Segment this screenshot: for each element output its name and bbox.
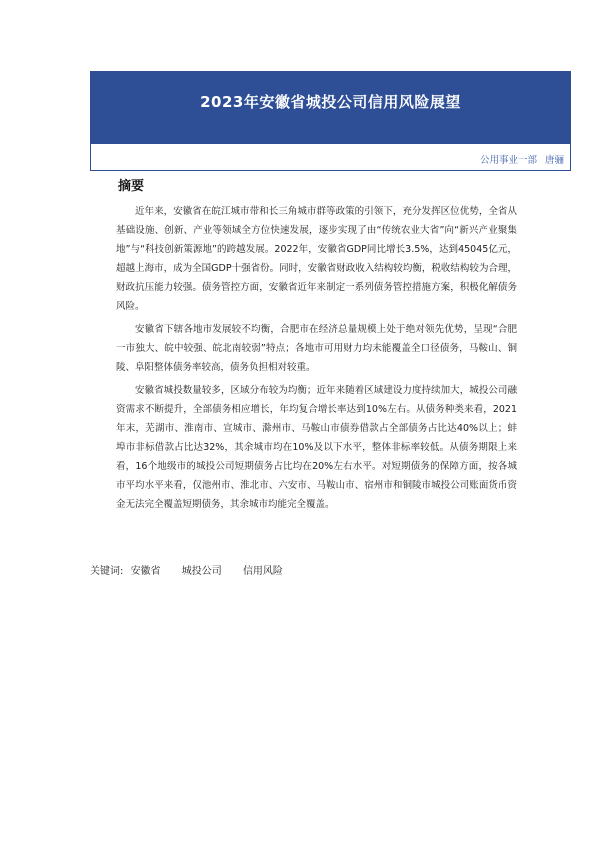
keywords-line [90,562,297,577]
keyword-item: 城投公司 [181,566,222,577]
abstract-paragraph: 近年来，安徽省在皖江城市带和长三角城市群等政策的引领下，充分发挥区位优势，全省从基础设施、创新、产业等领域全方位快速发展，逐步实现了由“传统农业大省”向“新兴产业聚集地”与“科技创新策源地”的跨越发展。2022年，安徽省GDP同比增长3.5%，达到45045亿元，超越上海市，成为全国GDP十强省份。同时，安徽省财政收入结构较均衡，税收结构较为合理，财政抗压能力较强。债务管控方面，安徽省近年来制定一系列债务管控措施方案，积极化解债务风险。 [116,206,517,312]
abstract-paragraph: 安徽省城投数量较多，区域分布较为均衡；近年来随着区域建设力度持续加大，城投公司融资需求不断提升，全部债务相应增长，年均复合增长率达到10%左右。从债务种类来看，2021年末，芜湖市、淮南市、宣城市、滁州市、马鞍山市债券借款占全部债务占比达40%以上；蚌埠市非标借款占比达32%，其余城市均在10%及以下水平，整体非标率较低。从债务期限上来看，16个地级市的城投公司短期债务占比均在20%左右水平。对短期债务的保障方面，按各城市平均水平来看，仅池州市、淮北市、六安市、马鞍山市、宿州市和铜陵市城投公司账面货币资金无法完全覆盖短期债务，其余城市均能完全覆盖。 [116,385,517,510]
author-line [480,152,564,166]
keyword-item: 信用风险 [242,566,283,577]
title-band [91,72,570,144]
keyword-item: 安徽省 [130,566,161,577]
keywords-label: 关键词: [90,566,124,577]
report-header [90,71,571,171]
abstract-body [116,202,517,518]
abstract-heading: 摘要 [118,179,145,194]
report-title: 2023年安徽省城投公司信用风险展望 [200,93,461,111]
author-name: 唐骊 [544,155,564,166]
department-name: 公用事业一部 [479,155,537,166]
abstract-paragraph: 安徽省下辖各地市发展较不均衡，合肥市在经济总量规模上处于绝对领先优势，呈现“合肥一市独大、皖中较强、皖北南较弱”特点；各地市可用财力均未能覆盖全口径债务，马鞍山、铜陵、阜阳整体债务率较高，债务负担相对较重。 [116,324,517,373]
